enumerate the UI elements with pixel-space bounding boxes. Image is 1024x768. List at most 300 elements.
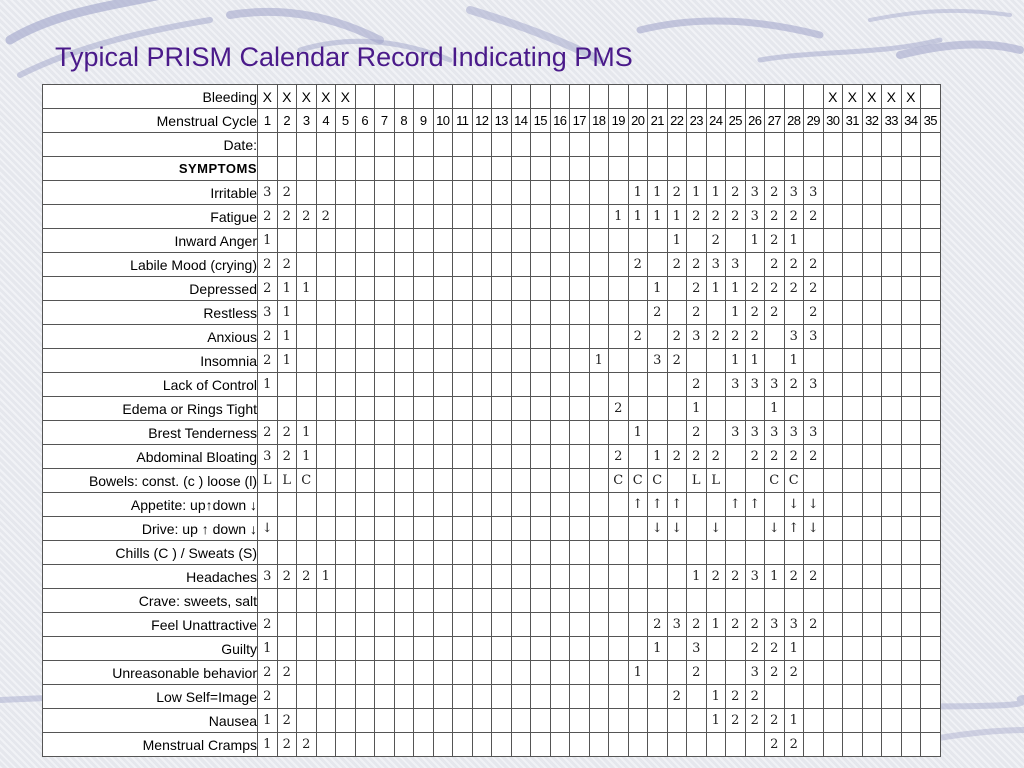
cell-day-3: 3 [297,109,317,133]
cell-day-2: 2 [277,421,297,445]
cell-day-35 [921,85,941,109]
cell-day-10 [433,469,453,493]
cell-day-1: 1 [258,709,278,733]
cell-day-15 [531,469,551,493]
cell-day-30 [823,157,843,181]
cell-day-1: 2 [258,277,278,301]
row-crave-sweets-salt [43,589,941,613]
cell-day-5 [336,373,356,397]
cell-day-6 [355,301,375,325]
cell-day-30 [823,733,843,757]
cell-day-35 [921,205,941,229]
cell-day-6 [355,709,375,733]
cell-day-21 [648,253,668,277]
cell-day-10 [433,133,453,157]
cell-day-26: 3 [745,373,765,397]
cell-day-30 [823,445,843,469]
cell-day-33 [882,421,902,445]
cell-day-34 [901,421,921,445]
row-label: Brest Tenderness [43,421,258,445]
cell-day-13 [492,565,512,589]
cell-day-2: 2 [277,205,297,229]
row-nausea [43,709,941,733]
cell-day-6 [355,589,375,613]
cell-day-21: ↓ [648,517,668,541]
cell-day-17: 17 [570,109,590,133]
cell-day-9 [414,157,434,181]
cell-day-14 [511,661,531,685]
cell-day-27 [765,157,785,181]
cell-day-7: 7 [375,109,395,133]
cell-day-13 [492,349,512,373]
cell-day-31 [843,541,863,565]
cell-day-19: 2 [609,397,629,421]
cell-day-20: 20 [628,109,648,133]
cell-day-33 [882,301,902,325]
cell-day-18 [589,517,609,541]
cell-day-7 [375,133,395,157]
cell-day-29 [804,133,824,157]
cell-day-28 [784,589,804,613]
cell-day-12 [472,325,492,349]
cell-day-10 [433,157,453,181]
cell-day-28: 1 [784,349,804,373]
cell-day-7 [375,253,395,277]
cell-day-26 [745,85,765,109]
cell-day-14 [511,685,531,709]
cell-day-21 [648,541,668,565]
cell-day-7 [375,301,395,325]
cell-day-21: 1 [648,205,668,229]
cell-day-33 [882,373,902,397]
cell-day-24: 2 [706,205,726,229]
cell-day-4 [316,661,336,685]
cell-day-23 [687,349,707,373]
cell-day-30 [823,541,843,565]
cell-day-5 [336,229,356,253]
cell-day-16 [550,421,570,445]
cell-day-32: X [862,85,882,109]
row-feel-unattractive [43,613,941,637]
cell-day-1 [258,589,278,613]
cell-day-28 [784,541,804,565]
cell-day-21: ↑ [648,493,668,517]
cell-day-10 [433,277,453,301]
cell-day-19 [609,229,629,253]
cell-day-29 [804,349,824,373]
cell-day-18: 18 [589,109,609,133]
cell-day-3 [297,637,317,661]
cell-day-6 [355,421,375,445]
cell-day-29: 3 [804,373,824,397]
cell-day-9 [414,253,434,277]
cell-day-25 [726,733,746,757]
row-appetite-up-down [43,493,941,517]
cell-day-33 [882,565,902,589]
cell-day-27: ↓ [765,517,785,541]
row-label: Bleeding [43,85,258,109]
cell-day-9 [414,565,434,589]
cell-day-21: 3 [648,349,668,373]
cell-day-10 [433,301,453,325]
cell-day-26 [745,133,765,157]
cell-day-24: 2 [706,445,726,469]
cell-day-22 [667,733,687,757]
cell-day-5 [336,157,356,181]
cell-day-11 [453,469,473,493]
row-low-self-image [43,685,941,709]
cell-day-15 [531,181,551,205]
row-label: Headaches [43,565,258,589]
cell-day-17 [570,205,590,229]
cell-day-16 [550,637,570,661]
cell-day-17 [570,157,590,181]
cell-day-14 [511,637,531,661]
cell-day-4: 1 [316,565,336,589]
cell-day-17 [570,493,590,517]
cell-day-8 [394,445,414,469]
cell-day-26: 2 [745,637,765,661]
cell-day-10 [433,373,453,397]
row-chills-c-sweats-s [43,541,941,565]
cell-day-33 [882,349,902,373]
cell-day-2: 2 [277,109,297,133]
cell-day-2 [277,637,297,661]
cell-day-3 [297,133,317,157]
cell-day-1 [258,133,278,157]
cell-day-5: 5 [336,109,356,133]
cell-day-3 [297,661,317,685]
cell-day-20 [628,637,648,661]
cell-day-22: 1 [667,205,687,229]
cell-day-5 [336,325,356,349]
cell-day-22: 22 [667,109,687,133]
cell-day-2 [277,517,297,541]
cell-day-33 [882,133,902,157]
row-label: Labile Mood (crying) [43,253,258,277]
cell-day-32 [862,493,882,517]
cell-day-15 [531,205,551,229]
cell-day-22 [667,301,687,325]
cell-day-2: 2 [277,565,297,589]
cell-day-28: 1 [784,229,804,253]
cell-day-12 [472,661,492,685]
cell-day-22 [667,421,687,445]
cell-day-23 [687,229,707,253]
cell-day-35 [921,229,941,253]
cell-day-25 [726,661,746,685]
cell-day-33 [882,229,902,253]
cell-day-33 [882,445,902,469]
cell-day-13 [492,517,512,541]
cell-day-14 [511,157,531,181]
cell-day-23: 2 [687,373,707,397]
cell-day-5 [336,613,356,637]
cell-day-6 [355,517,375,541]
cell-day-30 [823,517,843,541]
cell-day-24: 2 [706,229,726,253]
row-date [43,133,941,157]
row-inward-anger [43,229,941,253]
cell-day-13 [492,589,512,613]
cell-day-4 [316,301,336,325]
cell-day-22 [667,157,687,181]
cell-day-26: 2 [745,685,765,709]
cell-day-13 [492,709,512,733]
row-lack-of-control [43,373,941,397]
cell-day-8 [394,661,414,685]
cell-day-27: 3 [765,613,785,637]
cell-day-25: 1 [726,301,746,325]
cell-day-25: 3 [726,373,746,397]
cell-day-22 [667,469,687,493]
cell-day-14 [511,589,531,613]
cell-day-21 [648,421,668,445]
cell-day-19 [609,493,629,517]
cell-day-23: 2 [687,253,707,277]
cell-day-11 [453,565,473,589]
cell-day-18 [589,445,609,469]
cell-day-19 [609,253,629,277]
cell-day-27: 2 [765,253,785,277]
cell-day-5 [336,469,356,493]
cell-day-17 [570,733,590,757]
cell-day-12 [472,85,492,109]
cell-day-25: 2 [726,325,746,349]
cell-day-3 [297,517,317,541]
cell-day-34 [901,733,921,757]
cell-day-16 [550,229,570,253]
cell-day-8 [394,133,414,157]
cell-day-29 [804,685,824,709]
cell-day-11 [453,85,473,109]
cell-day-31 [843,517,863,541]
row-unreasonable-behavior [43,661,941,685]
cell-day-22 [667,133,687,157]
cell-day-19 [609,85,629,109]
cell-day-1: 2 [258,325,278,349]
cell-day-13 [492,301,512,325]
cell-day-17 [570,229,590,253]
cell-day-6 [355,613,375,637]
cell-day-13 [492,205,512,229]
cell-day-33 [882,157,902,181]
cell-day-8 [394,205,414,229]
cell-day-6 [355,157,375,181]
cell-day-31 [843,661,863,685]
cell-day-3 [297,541,317,565]
cell-day-27 [765,685,785,709]
cell-day-33 [882,541,902,565]
cell-day-33: X [882,85,902,109]
cell-day-7 [375,397,395,421]
cell-day-18 [589,469,609,493]
cell-day-5 [336,181,356,205]
cell-day-32 [862,565,882,589]
cell-day-29: 2 [804,301,824,325]
cell-day-15 [531,253,551,277]
cell-day-12 [472,493,492,517]
cell-day-21 [648,229,668,253]
cell-day-30 [823,565,843,589]
cell-day-29: 2 [804,277,824,301]
cell-day-20: 1 [628,205,648,229]
cell-day-4 [316,709,336,733]
cell-day-24 [706,661,726,685]
cell-day-32 [862,589,882,613]
cell-day-31 [843,205,863,229]
cell-day-31 [843,709,863,733]
cell-day-25 [726,469,746,493]
cell-day-7 [375,637,395,661]
cell-day-22: ↑ [667,493,687,517]
cell-day-24 [706,637,726,661]
cell-day-33 [882,589,902,613]
cell-day-23 [687,589,707,613]
cell-day-6 [355,253,375,277]
cell-day-21 [648,589,668,613]
cell-day-4 [316,229,336,253]
row-insomnia [43,349,941,373]
cell-day-16 [550,733,570,757]
cell-day-9 [414,181,434,205]
cell-day-15 [531,85,551,109]
cell-day-6 [355,277,375,301]
cell-day-10 [433,181,453,205]
cell-day-18 [589,637,609,661]
cell-day-5 [336,445,356,469]
cell-day-25: 3 [726,253,746,277]
cell-day-32 [862,277,882,301]
cell-day-14 [511,541,531,565]
cell-day-4 [316,349,336,373]
cell-day-34 [901,637,921,661]
cell-day-31: X [843,85,863,109]
cell-day-2 [277,133,297,157]
cell-day-25 [726,133,746,157]
cell-day-16 [550,445,570,469]
cell-day-23: 1 [687,181,707,205]
cell-day-12 [472,133,492,157]
cell-day-16 [550,277,570,301]
cell-day-8 [394,301,414,325]
cell-day-30 [823,133,843,157]
cell-day-4 [316,469,336,493]
cell-day-34 [901,709,921,733]
cell-day-6 [355,445,375,469]
cell-day-19 [609,373,629,397]
cell-day-16 [550,373,570,397]
cell-day-18 [589,157,609,181]
cell-day-13 [492,181,512,205]
cell-day-4: 2 [316,205,336,229]
cell-day-16 [550,85,570,109]
cell-day-26: 3 [745,661,765,685]
cell-day-10: 10 [433,109,453,133]
cell-day-17 [570,373,590,397]
cell-day-14 [511,469,531,493]
cell-day-29: 3 [804,325,824,349]
cell-day-18 [589,397,609,421]
row-headaches [43,565,941,589]
cell-day-2: 2 [277,445,297,469]
cell-day-18 [589,493,609,517]
cell-day-15 [531,301,551,325]
cell-day-35 [921,661,941,685]
cell-day-14 [511,445,531,469]
cell-day-26: 3 [745,205,765,229]
cell-day-22 [667,661,687,685]
cell-day-1: ↓ [258,517,278,541]
cell-day-28: 2 [784,253,804,277]
cell-day-31 [843,565,863,589]
cell-day-15 [531,157,551,181]
cell-day-24: 1 [706,181,726,205]
cell-day-13 [492,133,512,157]
cell-day-15 [531,445,551,469]
cell-day-33: 33 [882,109,902,133]
cell-day-24 [706,133,726,157]
cell-day-15 [531,565,551,589]
cell-day-23 [687,685,707,709]
cell-day-27: 3 [765,373,785,397]
cell-day-12 [472,253,492,277]
cell-day-31 [843,445,863,469]
cell-day-27: 2 [765,277,785,301]
cell-day-30 [823,613,843,637]
cell-day-19 [609,181,629,205]
row-label: Depressed [43,277,258,301]
cell-day-3 [297,613,317,637]
row-depressed [43,277,941,301]
cell-day-24 [706,373,726,397]
cell-day-32 [862,661,882,685]
cell-day-15 [531,349,551,373]
cell-day-16 [550,517,570,541]
cell-day-19 [609,541,629,565]
cell-day-20: 1 [628,421,648,445]
cell-day-24 [706,541,726,565]
cell-day-20 [628,709,648,733]
cell-day-25: 3 [726,421,746,445]
cell-day-4 [316,397,336,421]
cell-day-15 [531,229,551,253]
cell-day-23: 2 [687,661,707,685]
cell-day-13 [492,469,512,493]
cell-day-4: 4 [316,109,336,133]
cell-day-15 [531,613,551,637]
cell-day-19 [609,661,629,685]
cell-day-31 [843,613,863,637]
cell-day-31 [843,733,863,757]
cell-day-30 [823,373,843,397]
cell-day-12 [472,157,492,181]
cell-day-10 [433,325,453,349]
cell-day-2 [277,157,297,181]
cell-day-28 [784,157,804,181]
cell-day-11 [453,661,473,685]
cell-day-29: ↓ [804,493,824,517]
cell-day-11 [453,733,473,757]
cell-day-14 [511,613,531,637]
cell-day-10 [433,661,453,685]
cell-day-10 [433,229,453,253]
cell-day-32 [862,157,882,181]
cell-day-23 [687,157,707,181]
cell-day-35 [921,613,941,637]
cell-day-26 [745,253,765,277]
cell-day-3 [297,157,317,181]
